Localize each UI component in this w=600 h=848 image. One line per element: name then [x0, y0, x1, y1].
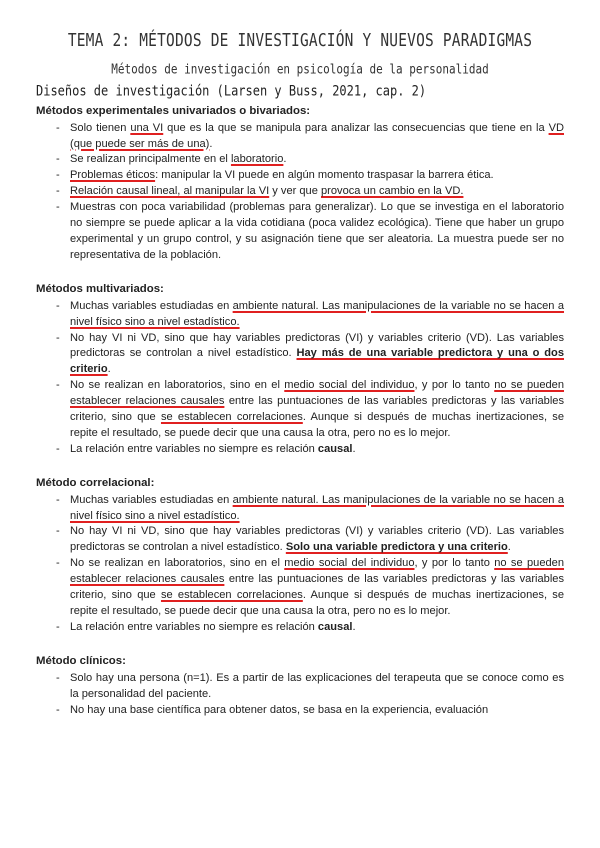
list-item [36, 620, 564, 636]
text-run: entre las puntuaciones de las variables predictoras y las variables criterio, sino que [70, 573, 564, 602]
highlighted-text: laboratorio [230, 153, 284, 166]
text-run: Muchas variables estudiadas en [70, 299, 233, 312]
page-subtitle: Métodos de investigación en psicología de la personalidad [111, 61, 489, 78]
list-item [36, 184, 564, 200]
list-item [36, 556, 564, 620]
text-run: y ver que [269, 185, 321, 198]
text-run: Muestras con poca variabilidad (problemas para generalizar). Lo que se investiga en el laboratorio no siempre se puede aplicar a la vida cotidiana (poca validez ecológica). Tiene que haber un grupo experimental y un grupo control, y su asignación tiene que ser aleatoria. La muestra puede ser no representativa de la población. [70, 201, 564, 261]
highlighted-text: provoca un cambio en la VD. [320, 185, 464, 198]
list-item [36, 200, 564, 264]
text-run: Solo tienen [70, 121, 131, 134]
section-title: Método correlacional: [36, 476, 155, 489]
list-item [36, 331, 564, 379]
section-title: Métodos experimentales univariados o bivariados: [36, 104, 311, 117]
list-item [36, 121, 564, 153]
highlighted-text: Relación causal lineal, al manipular la VI [70, 185, 270, 198]
text-run: No se realizan en laboratorios, sino en el [70, 379, 285, 392]
text-run: Se realizan principalmente en el [70, 153, 231, 166]
list-item [36, 168, 564, 184]
bullet-list [36, 493, 564, 636]
text-run: No hay VI ni VD, sino que hay variables predictoras (VI) y variables criterio (VD). Las variables predictoras se controlan a nivel estadístico. [70, 525, 564, 554]
highlighted-text: ambiente natural. Las manipulaciones de la variable no se hacen a nivel físico sino a nivel estadístico. [70, 299, 564, 328]
page-title: TEMA 2: MÉTODOS DE INVESTIGACIÓN Y NUEVOS PARADIGMAS [67, 30, 533, 51]
text-run: , y por lo tanto [414, 557, 495, 570]
text-run: La relación entre variables no siempre es relación [70, 620, 318, 633]
sections-container [36, 104, 564, 719]
section [36, 654, 564, 719]
highlighted-text: medio social del individuo [284, 379, 415, 392]
text-run: La relación entre variables no siempre es relación [70, 442, 318, 455]
section [36, 282, 564, 458]
list-item [36, 378, 564, 442]
highlighted-text: Solo una variable predictora y una criterio [285, 541, 508, 554]
section [36, 104, 564, 264]
highlighted-text: no se pueden establecer relaciones causales [70, 557, 565, 586]
text-run: entre las puntuaciones de las variables predictoras y las variables criterio, sino que [70, 395, 564, 424]
highlighted-text: se establecen correlaciones [160, 589, 303, 602]
highlighted-text: una VI [130, 121, 164, 134]
highlighted-text: Problemas éticos [70, 169, 156, 182]
bullet-list [36, 671, 564, 719]
text-run: Muchas variables estudiadas en [70, 493, 233, 506]
highlighted-text: medio social del individuo [284, 557, 415, 570]
text-run: No hay VI ni VD, sino que hay variables predictoras (VI) y variables criterio (VD). Las variables predictoras se controlan a nivel estadístico. [70, 331, 564, 360]
text-run: No se realizan en laboratorios, sino en el [70, 557, 285, 570]
highlighted-text: causal [317, 442, 353, 455]
highlighted-text: no se pueden establecer relaciones causales [70, 379, 565, 408]
highlighted-text: VD (que puede ser más de una) [70, 121, 564, 150]
text-run: Solo hay una persona (n=1). Es a partir de las explicaciones del terapeuta que se conoce como es la personalidad del paciente. [70, 671, 564, 700]
list-item [36, 524, 564, 556]
list-item [36, 703, 564, 719]
list-item [36, 442, 564, 458]
text-run: : manipular la VI puede en algún momento traspasar la barrera ética. [155, 169, 494, 182]
bullet-list [36, 299, 564, 458]
highlighted-text: se establecen correlaciones [160, 411, 303, 424]
text-run: . [352, 442, 356, 455]
highlighted-text: Hay más de una variable predictora y una o dos criterio [70, 347, 565, 376]
text-run: que es la que se manipula para analizar las consecuencias que tiene en la [163, 121, 549, 134]
text-run: . [107, 363, 111, 376]
list-item [36, 152, 564, 168]
text-run: . [283, 153, 287, 166]
bullet-list [36, 121, 564, 264]
text-run: No hay una base científica para obtener datos, se basa en la experiencia, evaluación [70, 703, 489, 716]
section [36, 476, 564, 636]
highlighted-text: causal [317, 620, 353, 633]
list-item [36, 671, 564, 703]
text-run: . [507, 541, 511, 554]
section-title: Método clínicos: [36, 654, 126, 667]
text-run: , y por lo tanto [414, 379, 495, 392]
list-item [36, 493, 564, 525]
text-run: . Aunque si después de muchas inertizaciones, se repite el resultado, se puede decir que una causa la otra, pero no es lo mejor. [70, 411, 564, 439]
design-heading: Diseños de investigación (Larsen y Buss, 2021, cap. 2) [36, 82, 427, 100]
section-title: Métodos multivariados: [36, 282, 164, 295]
text-run: . Aunque si después de muchas inertizaciones, se repite el resultado, se puede decir que una causa la otra, pero no es lo mejor. [70, 589, 564, 617]
text-run: . [352, 620, 356, 633]
text-run: . [209, 137, 213, 150]
highlighted-text: ambiente natural. Las manipulaciones de la variable no se hacen a nivel físico sino a nivel estadístico. [70, 493, 564, 522]
list-item [36, 299, 564, 331]
